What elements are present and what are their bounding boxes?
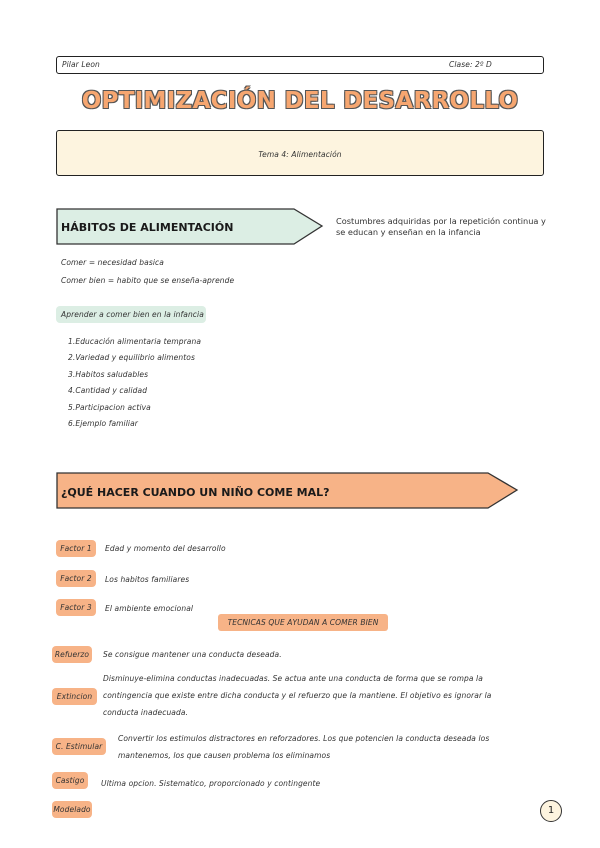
refuerzo-label: Refuerzo xyxy=(54,650,90,659)
list-item: 4.Cantidad y calidad xyxy=(68,386,148,395)
factor-text: Edad y momento del desarrollo xyxy=(105,544,226,553)
list-item: 5.Participacion activa xyxy=(68,403,151,412)
tecnicas-title-text: TECNICAS QUE AYUDAN A COMER BIEN xyxy=(227,618,379,627)
estimular-tag xyxy=(52,738,106,755)
habitos-title: HÁBITOS DE ALIMENTACIÓN xyxy=(61,221,234,234)
header-bar xyxy=(56,56,544,74)
factor-3-tag xyxy=(56,599,96,616)
factor-1-tag xyxy=(56,540,96,557)
modelado-tag xyxy=(52,801,92,818)
list-item: 6.Ejemplo familiar xyxy=(68,419,138,428)
topic-label: Tema 4: Alimentación xyxy=(258,150,342,159)
factor-text: Los habitos familiares xyxy=(105,575,190,584)
class-label: Clase: 2º D xyxy=(449,60,492,69)
estimular-label: C. Estimular xyxy=(55,742,103,751)
factor-label: Factor 3 xyxy=(60,603,92,612)
aprender-text: Aprender a comer bien en la infancia xyxy=(61,310,204,319)
extincion-line: contingencia que existe entre dicha conducta y el refuerzo que la mantiene. El objetivo es ignorar la xyxy=(103,691,492,700)
tecnicas-title xyxy=(218,614,388,631)
nino-title: ¿QUÉ HACER CUANDO UN NIÑO COME MAL? xyxy=(61,486,330,499)
estimular-line: mantenemos, los que causen problema los eliminamos xyxy=(118,751,331,760)
list-item: 1.Educación alimentaria temprana xyxy=(68,337,202,346)
factor-label: Factor 2 xyxy=(60,574,92,583)
extincion-line: conducta inadecuada. xyxy=(103,708,189,717)
comer-bien-line: Comer bien = habito que se enseña-aprende xyxy=(61,276,235,285)
refuerzo-text: Se consigue mantener una conducta deseada. xyxy=(103,650,282,659)
castigo-text: Ultima opcion. Sistematico, proporcionado y contingente xyxy=(101,779,321,788)
castigo-tag xyxy=(52,772,88,789)
page-number: 1 xyxy=(547,805,555,816)
list-item: 3.Habitos saludables xyxy=(68,370,149,379)
page-title: OPTIMIZACIÓN DEL DESARROLLO xyxy=(81,88,519,114)
extincion-label: Extincion xyxy=(56,692,93,701)
refuerzo-tag xyxy=(52,646,92,663)
extincion-tag xyxy=(52,688,97,705)
topic-box xyxy=(56,130,544,176)
list-item: 2.Variedad y equilibrio alimentos xyxy=(68,353,195,362)
factor-2-tag xyxy=(56,570,96,587)
castigo-label: Castigo xyxy=(55,776,85,785)
author-name: Pilar Leon xyxy=(62,60,100,69)
page-number-badge xyxy=(540,800,562,822)
estimular-line: Convertir los estimulos distractores en reforzadores. Los que potencien la conducta deseada los xyxy=(118,734,490,743)
factor-label: Factor 1 xyxy=(60,544,92,553)
extincion-line: Disminuye-elimina conductas inadecuadas. Se actua ante una conducta de forma que se rompa la xyxy=(103,674,483,683)
comer-line: Comer = necesidad basica xyxy=(61,258,164,267)
habitos-description: Costumbres adquiridas por la repetición continua y se educan y enseñan en la infancia xyxy=(336,216,546,237)
aprender-label xyxy=(56,306,206,323)
modelado-label: Modelado xyxy=(53,805,91,814)
factor-text: El ambiente emocional xyxy=(105,604,194,613)
